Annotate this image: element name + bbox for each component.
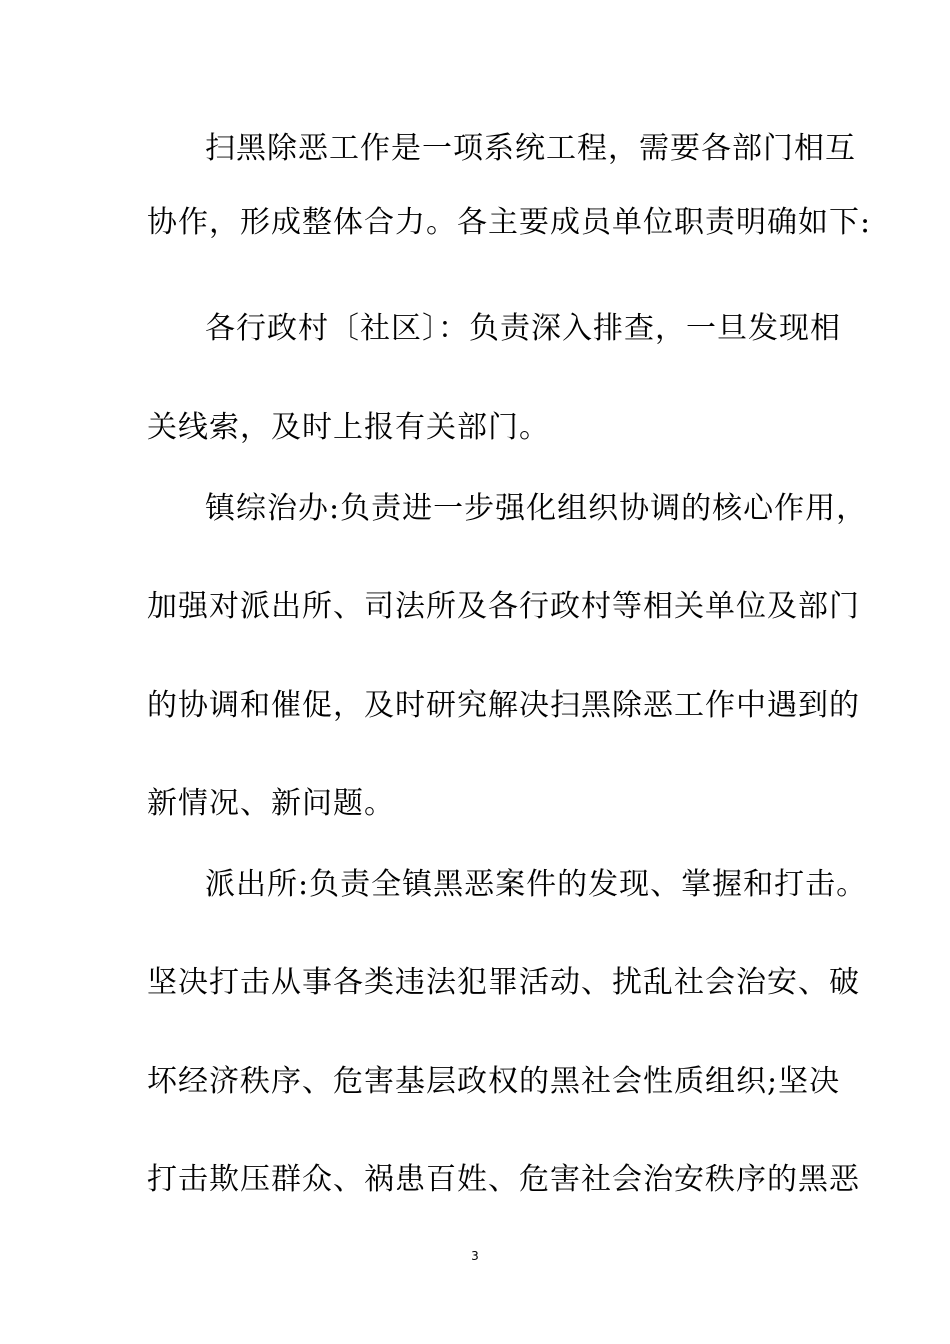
text-line: 扫黑除恶工作是一项系统工程，需要各部门相互 [205,131,856,166]
text-line: 各行政村〔社区〕：负责深入排查，一旦发现相 [205,311,841,346]
text-line: 协作，形成整体合力。各主要成员单位职责明确如下: [147,205,872,240]
text-line: 新情况、新问题。 [147,786,395,821]
text-line: 的协调和催促，及时研究解决扫黑除恶工作中遇到的 [147,688,860,723]
text-line: 打击欺压群众、祸患百姓、危害社会治安秩序的黑恶 [147,1162,860,1197]
text-line: 坏经济秩序、危害基层政权的黑社会性质组织;坚决 [147,1064,841,1099]
text-line: 镇综治办:负责进一步强化组织协调的核心作用， [205,491,868,526]
text-line: 派出所:负责全镇黑恶案件的发现、掌握和打击。 [205,867,868,902]
page-number: 3 [471,1249,479,1263]
text-line: 坚决打击从事各类违法犯罪活动、扰乱社会治安、破 [147,965,860,1000]
text-line: 关线索，及时上报有关部门。 [147,410,550,445]
text-line: 加强对派出所、司法所及各行政村等相关单位及部门 [147,589,860,624]
